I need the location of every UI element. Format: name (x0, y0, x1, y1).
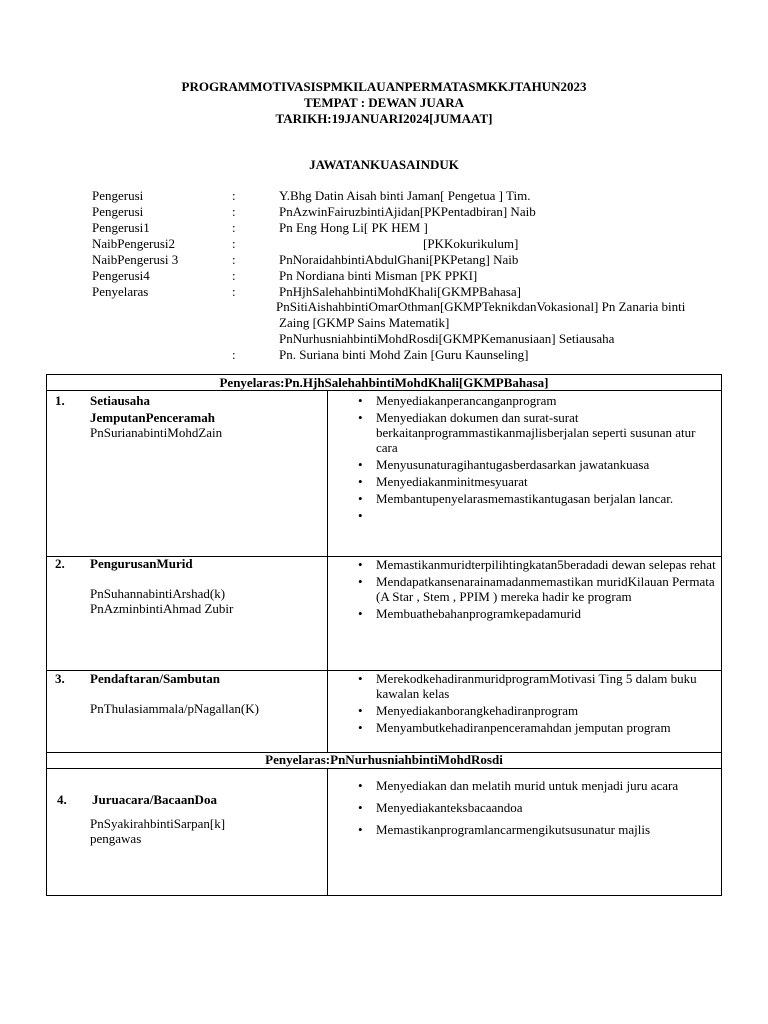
committee-extra-line: PnNurhusniahbintiMohdRosdi[GKMPKemanusiaan] Setiausaha (279, 331, 615, 346)
duties-cell (350, 557, 720, 623)
row-number: 2. (55, 556, 65, 571)
committee-colon: : (232, 347, 236, 362)
committee-colon: : (232, 236, 236, 251)
duty-item: • Membuathebahanprogramkepadamurid (350, 606, 720, 621)
duty-item: • Membantupenyelarasmemastikantugasan berjalan lancar. (350, 491, 720, 506)
duty-item: • Menyediakan dokumen dan surat-surat berkaitanprogrammastikanmajlisberjalan seperti susunan atur cara (350, 410, 720, 455)
committee-role: Pengerusi4 (92, 268, 150, 283)
duty-item: • Menyediakanborangkehadiranprogram (350, 703, 720, 718)
row-divider (47, 390, 721, 391)
committee-name: [PKKokurikulum] (423, 236, 519, 251)
unit-cell (90, 556, 322, 616)
committee-colon: : (232, 252, 236, 267)
unit-title: Pendaftaran/Sambutan (90, 671, 221, 686)
unit-cell (90, 671, 322, 716)
duty-item: • Memastikanprogramlancarmengikutsusunatur majlis (350, 822, 720, 837)
duties-cell (350, 671, 720, 737)
committee-name: PnAzwinFairuzbintiAjidan[PKPentadbiran] Naib (279, 204, 536, 219)
committee-name: Y.Bhg Datin Aisah binti Jaman[ Pengetua ] Tim. (279, 188, 531, 203)
row-number: 4. (57, 792, 67, 807)
date-line: TARIKH:19JANUARI2024[JUMAAT] (275, 111, 493, 126)
duty-item: • Menyediakan dan melatih murid untuk menjadi juru acara (350, 778, 720, 793)
committee-role: Pengerusi1 (92, 220, 150, 235)
committee-heading: JAWATANKUASAINDUK (309, 157, 459, 172)
unit-title: Juruacara/BacaanDoa (92, 792, 217, 807)
row-divider (47, 768, 721, 769)
duty-item: • Menyambutkehadiranpenceramahdan jemputan program (350, 720, 720, 735)
committee-colon: : (232, 220, 236, 235)
duties-cell (350, 778, 720, 839)
committee-role: Pengerusi (92, 188, 144, 203)
duty-item: • MerekodkehadiranmuridprogramMotivasi Ting 5 dalam buku kawalan kelas (350, 671, 720, 701)
committee-colon: : (232, 188, 236, 203)
committee-role: Pengerusi (92, 204, 144, 219)
duties-table (46, 374, 722, 896)
duty-item: • Menyediakanperancanganprogram (350, 393, 720, 408)
unit-member: PnSurianabintiMohdZain (90, 425, 223, 440)
committee-role: Penyelaras (92, 284, 149, 299)
duty-item: • Menyediakanminitmesyuarat (350, 474, 720, 489)
unit-member: PnSyakirahbintiSarpan[k] (90, 816, 226, 831)
committee-name: Pn. Suriana binti Mohd Zain [Guru Kaunseling] (279, 347, 529, 362)
committee-name: PnHjhSalehahbintiMohdKhali[GKMPBahasa] (279, 284, 521, 299)
row-number: 1. (55, 393, 65, 408)
committee-name: Pn Nordiana binti Misman [PK PPKI] (279, 268, 478, 283)
unit-cell (92, 792, 324, 846)
committee-colon: : (232, 204, 236, 219)
committee-role: NaibPengerusi2 (92, 236, 176, 251)
duty-item: • Menyusunaturagihantugasberdasarkan jawatankuasa (350, 457, 720, 472)
committee-name: Pn Eng Hong Li[ PK HEM ] (279, 220, 428, 235)
unit-title: PengurusanMurid (90, 556, 193, 571)
coordinator-band: Penyelaras:PnNurhusniahbintiMohdRosdi (265, 752, 503, 767)
unit-member: PnAzminbintiAhmad Zubir (90, 601, 234, 616)
committee-colon: : (232, 268, 236, 283)
coordinator-band: Penyelaras:Pn.HjhSalehahbintiMohdKhali[GKMPBahasa] (219, 375, 549, 390)
venue-line: TEMPAT : DEWAN JUARA (304, 95, 464, 110)
unit-member: pengawas (90, 831, 142, 846)
unit-cell (90, 393, 322, 440)
committee-name: PnNoraidahbintiAbdulGhani[PKPetang] Naib (279, 252, 519, 267)
duty-item: • Mendapatkansenarainamadanmemastikan muridKilauan Permata (A Star , Stem , PPIM ) mereka hadir ke program (350, 574, 720, 604)
unit-member: PnSuhannabintiArshad(k) (90, 586, 226, 601)
unit-subtitle: JemputanPenceramah (90, 410, 215, 425)
duty-item: • Menyediakanteksbacaandoa (350, 800, 720, 815)
committee-extra-line: Zaing [GKMP Sains Matematik] (279, 315, 450, 330)
column-divider (327, 390, 328, 753)
column-divider (327, 768, 328, 895)
document-title: PROGRAMMOTIVASISPMKILAUANPERMATASMKKJTAHUN2023 (181, 79, 587, 94)
committee-colon: : (232, 284, 236, 299)
committee-role: NaibPengerusi 3 (92, 252, 179, 267)
committee-extra-line: PnSitiAishahbintiOmarOthman[GKMPTeknikdanVokasional] Pn Zanaria binti (276, 299, 686, 314)
duties-cell (350, 393, 720, 508)
row-number: 3. (55, 671, 65, 686)
unit-member: PnThulasiammala/pNagallan(K) (90, 701, 259, 716)
duty-item: • Memastikanmuridterpilihtingkatan5beradadi dewan selepas rehat (350, 557, 720, 572)
unit-title: Setiausaha (90, 393, 150, 408)
